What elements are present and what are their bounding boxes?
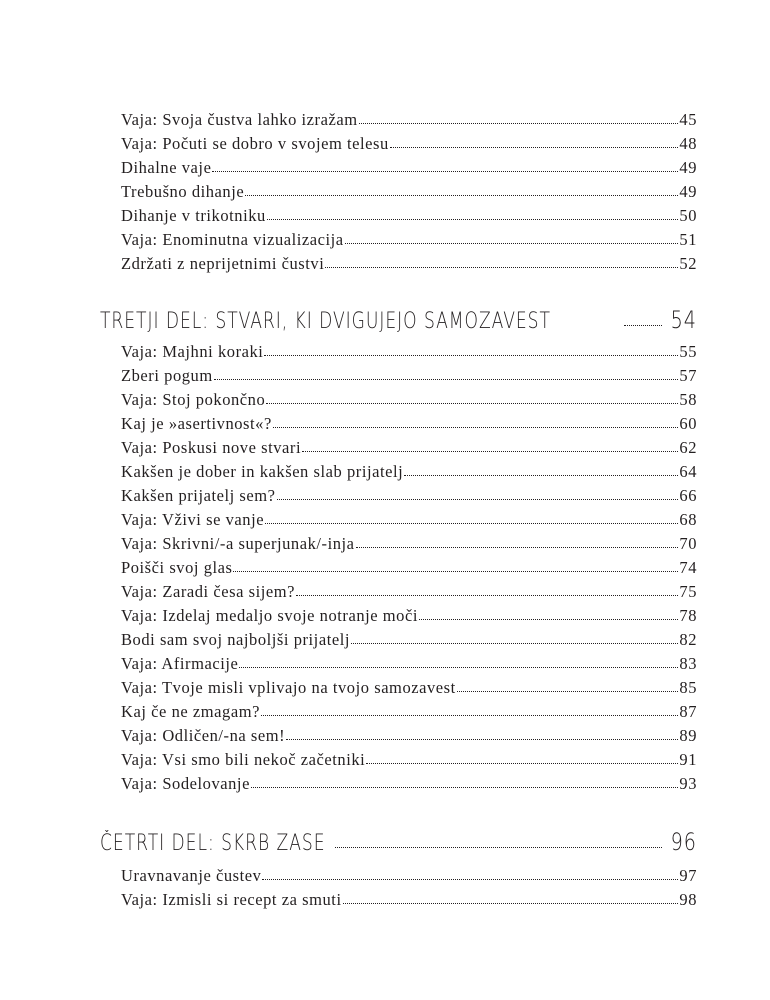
toc-entry [121, 158, 697, 178]
toc-entry [121, 182, 697, 202]
dot-leader [390, 147, 679, 148]
toc-entry [121, 134, 697, 154]
toc-entry [121, 462, 697, 482]
toc-entry [121, 678, 697, 698]
entry-title: Vaja: Zaradi česa sijem? [121, 582, 295, 601]
entry-page: 64 [679, 462, 697, 481]
dot-leader [286, 739, 678, 740]
entry-page: 78 [679, 606, 697, 625]
section-heading [100, 828, 697, 858]
dot-leader [264, 355, 678, 356]
entry-page: 62 [679, 438, 697, 457]
entry-page: 74 [679, 558, 697, 577]
dot-leader [262, 879, 678, 880]
dot-leader [351, 643, 678, 644]
entry-title: Kaj je »asertivnost«? [121, 414, 272, 433]
toc-entry [121, 342, 697, 362]
toc-entry [121, 630, 697, 650]
entry-title: Uravnavanje čustev [121, 866, 262, 885]
entry-title: Zdržati z neprijetnimi čustvi [121, 254, 325, 273]
entry-title: Vaja: Izdelaj medaljo svoje notranje moči [121, 606, 418, 625]
toc-entry [121, 438, 697, 458]
dot-leader [335, 847, 662, 848]
dot-leader [345, 243, 679, 244]
toc-entry [121, 206, 697, 226]
entry-page: 50 [679, 206, 697, 225]
entry-page: 49 [679, 182, 697, 201]
toc-entry [121, 582, 697, 602]
section-title: ČETRTI DEL: SKRB ZASE [100, 831, 326, 856]
entry-title: Vaja: Poskusi nove stvari [121, 438, 302, 457]
toc-entry [121, 654, 697, 674]
entry-title: Vaja: Svoja čustva lahko izražam [121, 110, 358, 129]
entry-title: Poišči svoj glas [121, 558, 233, 577]
entry-title: Vaja: Sodelovanje [121, 774, 250, 793]
dot-leader [404, 475, 678, 476]
dot-leader [239, 667, 678, 668]
toc-entry [121, 558, 697, 578]
toc-entry [121, 390, 697, 410]
toc-entry [121, 890, 697, 910]
entry-title: Dihalne vaje [121, 158, 212, 177]
entry-page: 57 [679, 366, 697, 385]
dot-leader [245, 195, 678, 196]
section-page: 96 [670, 828, 697, 856]
dot-leader [356, 547, 679, 548]
dot-leader [302, 451, 678, 452]
toc-entry [121, 510, 697, 530]
toc-entry [121, 110, 697, 130]
entry-page: 45 [679, 110, 697, 129]
toc-entry [121, 230, 697, 250]
dot-leader [251, 787, 678, 788]
dot-leader [265, 523, 678, 524]
entry-page: 49 [679, 158, 697, 177]
dot-leader [214, 379, 679, 380]
entry-page: 83 [679, 654, 697, 673]
entry-page: 52 [679, 254, 697, 273]
toc-entry [121, 726, 697, 746]
entry-title: Vaja: Enominutna vizualizacija [121, 230, 344, 249]
entry-page: 66 [679, 486, 697, 505]
entry-title: Vaja: Izmisli si recept za smuti [121, 890, 342, 909]
entry-title: Zberi pogum [121, 366, 213, 385]
section-heading [100, 306, 697, 336]
entry-page: 60 [679, 414, 697, 433]
section-title: TRETJI DEL: STVARI, KI DVIGUJEJO SAMOZAVEST [100, 309, 551, 334]
entry-title: Vaja: Tvoje misli vplivajo na tvojo samozavest [121, 678, 456, 697]
toc-entry [121, 534, 697, 554]
dot-leader [212, 171, 678, 172]
entry-page: 48 [679, 134, 697, 153]
dot-leader [261, 715, 678, 716]
entry-title: Vaja: Stoj pokončno [121, 390, 266, 409]
dot-leader [325, 267, 678, 268]
entry-page: 87 [679, 702, 697, 721]
entry-title: Trebušno dihanje [121, 182, 245, 201]
toc-entry [121, 254, 697, 274]
dot-leader [366, 763, 678, 764]
entry-page: 91 [679, 750, 697, 769]
entry-page: 98 [679, 890, 697, 909]
entry-page: 75 [679, 582, 697, 601]
toc-entry [121, 750, 697, 770]
dot-leader [273, 427, 679, 428]
entry-page: 51 [679, 230, 697, 249]
entry-title: Kakšen je dober in kakšen slab prijatelj [121, 462, 404, 481]
dot-leader [624, 325, 662, 326]
dot-leader [359, 123, 679, 124]
dot-leader [266, 403, 678, 404]
dot-leader [296, 595, 678, 596]
entry-title: Vaja: Odličen/-na sem! [121, 726, 286, 745]
section-page: 54 [670, 306, 697, 334]
entry-title: Dihanje v trikotniku [121, 206, 266, 225]
entry-page: 89 [679, 726, 697, 745]
toc-entry [121, 774, 697, 794]
dot-leader [457, 691, 679, 692]
entry-page: 68 [679, 510, 697, 529]
entry-title: Vaja: Skrivni/-a superjunak/-inja [121, 534, 355, 553]
entry-page: 70 [679, 534, 697, 553]
toc-entry [121, 414, 697, 434]
entry-page: 85 [679, 678, 697, 697]
entry-title: Vaja: Vživi se vanje [121, 510, 265, 529]
entry-title: Vaja: Afirmacije [121, 654, 239, 673]
dot-leader [267, 219, 679, 220]
entry-title: Vaja: Majhni koraki [121, 342, 264, 361]
dot-leader [277, 499, 679, 500]
entry-title: Vaja: Vsi smo bili nekoč začetniki [121, 750, 366, 769]
entry-page: 82 [679, 630, 697, 649]
toc-entry [121, 702, 697, 722]
entry-title: Vaja: Počuti se dobro v svojem telesu [121, 134, 389, 153]
entry-page: 93 [679, 774, 697, 793]
entry-page: 58 [679, 390, 697, 409]
entry-page: 97 [679, 866, 697, 885]
toc-entry [121, 486, 697, 506]
toc-entry [121, 866, 697, 886]
dot-leader [419, 619, 678, 620]
dot-leader [233, 571, 678, 572]
entry-title: Bodi sam svoj najboljši prijatelj [121, 630, 350, 649]
dot-leader [343, 903, 679, 904]
entry-page: 55 [679, 342, 697, 361]
entry-title: Kaj če ne zmagam? [121, 702, 260, 721]
toc-entry [121, 366, 697, 386]
entry-title: Kakšen prijatelj sem? [121, 486, 276, 505]
toc-entry [121, 606, 697, 626]
